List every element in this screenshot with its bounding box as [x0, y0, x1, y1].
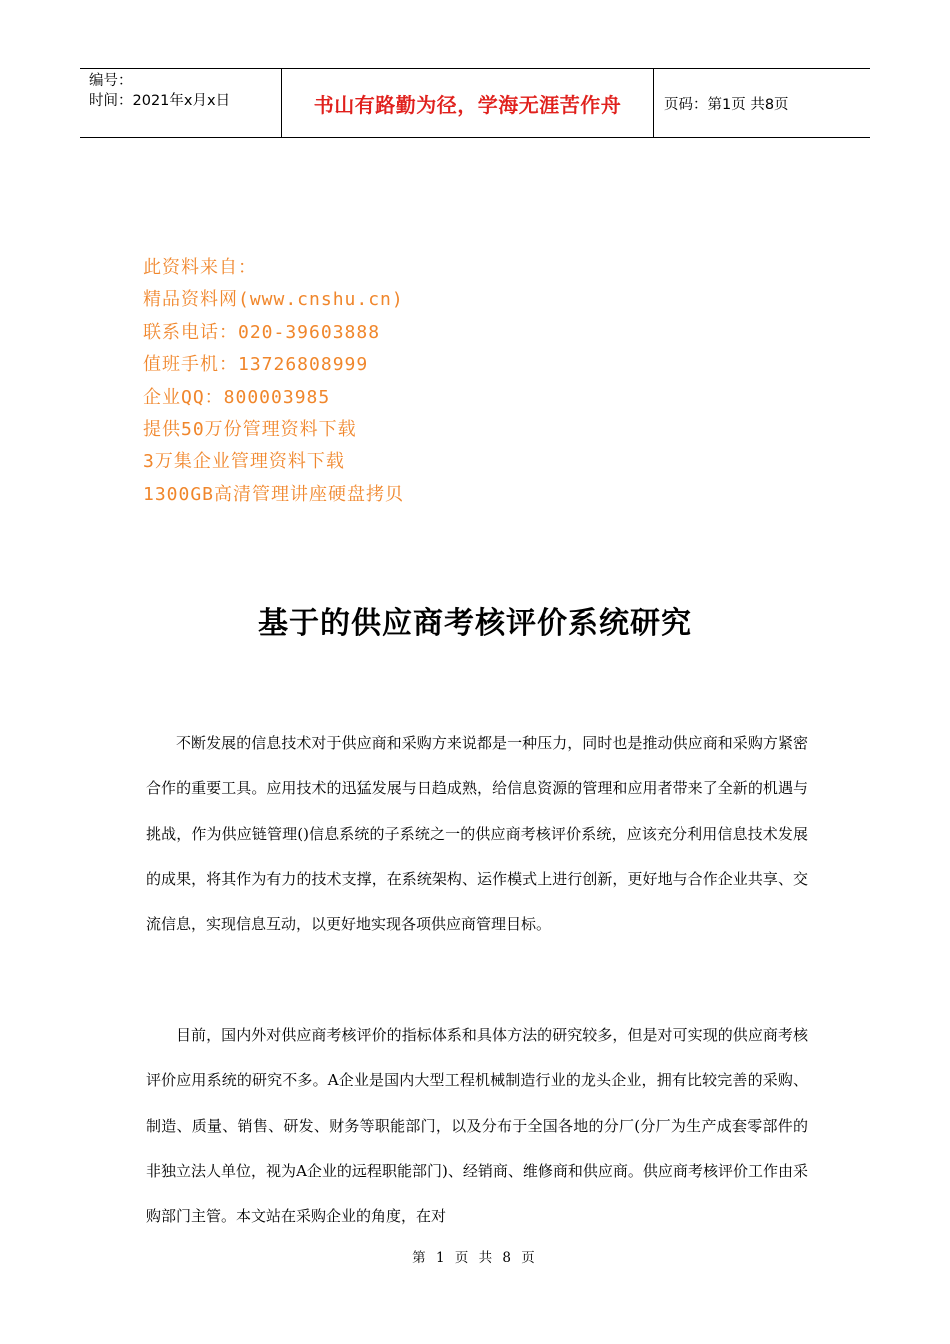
body-paragraph — [146, 721, 808, 947]
source-line: 3万集企业管理资料下载 — [143, 451, 345, 473]
source-line: 1300GB高清管理讲座硬盘拷贝 — [143, 483, 405, 505]
paragraph-text: 目前，国内外对供应商考核评价的指标体系和具体方法的研究较多，但是对可实现的供应商考核评价应用系统的研究不多。A企业是国内大型工程机械制造行业的龙头企业，拥有比较完善的采购、制造、质量、销售、研发、财务等职能部门，以及分布于全国各地的分厂(分厂为生产成套零部件的非独立法人单位，视为A企业的远程职能部门)、经销商、维修商和供应商。供应商考核评价工作由采购部门主管。本文站在采购企业的角度，在对 — [146, 1026, 808, 1226]
header-motto: 书山有路勤为径，学海无涯苦作舟 — [282, 69, 654, 137]
document-number-label: 编号： — [89, 73, 133, 89]
header-page-number: 页码：第1页 共8页 — [664, 96, 789, 113]
source-info-block — [143, 252, 404, 511]
page-header — [80, 68, 870, 138]
header-meta — [80, 69, 282, 137]
source-line-website: 精品资料网(www.cnshu.cn) — [143, 289, 404, 311]
source-line-qq: 企业QQ：800003985 — [143, 386, 331, 408]
source-line-mobile: 值班手机：13726808999 — [143, 354, 369, 376]
document-time-label: 时间：2021年x月x日 — [89, 93, 231, 109]
page-footer: 第 1 页 共 8 页 — [412, 1250, 538, 1266]
paragraph-text: 不断发展的信息技术对于供应商和采购方来说都是一种压力，同时也是推动供应商和采购方紧密合作的重要工具。应用技术的迅猛发展与日趋成熟，给信息资源的管理和应用者带来了全新的机遇与挑战，作为供应链管理()信息系统的子系统之一的供应商考核评价系统，应该充分利用信息技术发展的成果，将其作为有力的技术支撑，在系统架构、运作模式上进行创新，更好地与合作企业共享、交流信息，实现信息互动，以更好地实现各项供应商管理目标。 — [146, 734, 808, 934]
source-line-phone: 联系电话：020-39603888 — [143, 321, 381, 343]
document-title: 基于的供应商考核评价系统研究 — [258, 606, 692, 641]
source-line: 此资料来自： — [143, 257, 257, 278]
body-paragraph — [146, 1013, 808, 1239]
source-line: 提供50万份管理资料下载 — [143, 419, 357, 441]
